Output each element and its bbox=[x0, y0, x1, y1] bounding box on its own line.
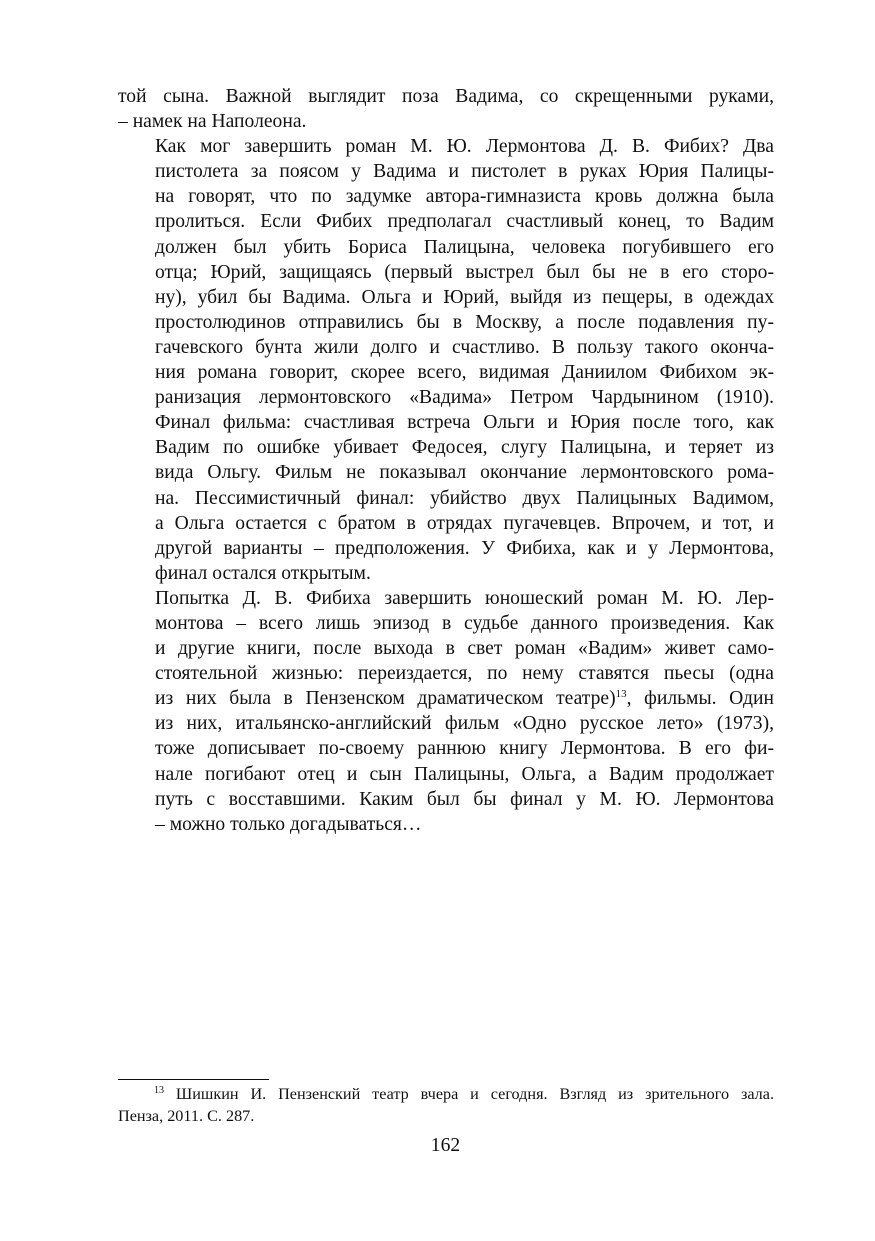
text-line: вида Ольгу. Фильм не показывал окончание лермонтовского рома- bbox=[155, 462, 774, 484]
text-line: должен был убить Бориса Палицына, человека погубившего его bbox=[155, 236, 774, 258]
text-line: ния романа говорит, скорее всего, видимая Даниилом Фибихом эк- bbox=[155, 362, 774, 384]
footnote-separator bbox=[118, 1079, 269, 1080]
text-line: Как мог завершить роман М. Ю. Лермонтова Д. В. Фибих? Два bbox=[155, 136, 774, 158]
text-line: пролиться. Если Фибих предполагал счастливый конец, то Вадим bbox=[155, 211, 774, 233]
text-line: той сына. Важной выглядит поза Вадима, со скрещенными руками, bbox=[118, 86, 774, 107]
text-segment: из них была в Пензенском драматическом театре) bbox=[155, 688, 616, 710]
paragraph bbox=[118, 134, 774, 586]
text-line: на говорят, что по задумке автора-гимназиста кровь должна была bbox=[155, 186, 774, 208]
text-line: монтова – всего лишь эпизод в судьбе данного произведения. Как bbox=[155, 612, 774, 634]
text-line: стоятельной жизнью: переиздается, по нему ставятся пьесы (одна bbox=[155, 663, 774, 685]
page-content bbox=[118, 84, 774, 837]
text-line: финал остался открытым. bbox=[155, 562, 371, 584]
text-line: ранизация лермонтовского «Вадима» Петром Чардынином (1910). bbox=[155, 387, 774, 409]
text-line: Попытка Д. В. Фибиха завершить юношеский роман М. Ю. Лер- bbox=[155, 587, 774, 609]
text-line: другой варианты – предположения. У Фибиха, как и у Лермонтова, bbox=[155, 537, 774, 559]
text-line: на. Пессимистичный финал: убийство двух Палицыных Вадимом, bbox=[155, 487, 774, 509]
footnote-line-2: Пенза, 2011. С. 287. bbox=[118, 1106, 255, 1125]
footnote-text: Шишкин И. Пензенский театр вчера и сегодня. Взгляд из зрительного зала. bbox=[175, 1085, 774, 1103]
text-line: Вадим по ошибке убивает Федосея, слугу Палицына, и теряет из bbox=[155, 437, 774, 459]
text-line: пистолета за поясом у Вадима и пистолет в руках Юрия Палицы- bbox=[155, 161, 774, 183]
text-line: из них, итальянско-английский фильм «Одно русское лето» (1973), bbox=[155, 713, 774, 735]
text-line: и другие книги, после выхода в свет роман «Вадим» живет само- bbox=[155, 638, 774, 660]
text-line bbox=[118, 686, 774, 711]
body-text bbox=[118, 84, 774, 837]
text-line: путь с восставшими. Каким был бы финал у М. Ю. Лермонтова bbox=[155, 788, 774, 810]
text-line: – намек на Наполеона. bbox=[118, 111, 307, 133]
text-line: – можно только догадываться… bbox=[155, 813, 422, 835]
text-line: тоже дописывает по-своему раннюю книгу Лермонтова. В его фи- bbox=[155, 738, 774, 760]
text-line: Финал фильма: счастливая встреча Ольги и Юрия после того, как bbox=[155, 412, 774, 434]
footnote bbox=[118, 1084, 774, 1127]
text-line: нале погибают отец и сын Палицыны, Ольга, а Вадим продолжает bbox=[155, 763, 774, 785]
footnote-marker: 13 bbox=[154, 1085, 164, 1096]
footnote-reference[interactable]: 13 bbox=[615, 688, 627, 701]
text-line: гачевского бунта жили долго и счастливо. В пользу такого оконча- bbox=[155, 336, 774, 358]
text-line: простолюдинов отправились бы в Москву, а после подавления пу- bbox=[155, 311, 774, 333]
text-line: отца; Юрий, защищаясь (первый выстрел был бы не в его сторо- bbox=[155, 261, 774, 283]
footnote-line-1 bbox=[118, 1084, 774, 1106]
paragraph bbox=[118, 586, 774, 837]
page-number: 162 bbox=[430, 1135, 461, 1156]
text-line: ну), убил бы Вадима. Ольга и Юрий, выйдя из пещеры, в одеждах bbox=[155, 286, 774, 308]
text-segment: , фильмы. Один bbox=[626, 688, 774, 710]
text-line: а Ольга остается с братом в отрядах пугачевцев. Впрочем, и тот, и bbox=[155, 512, 774, 534]
paragraph bbox=[118, 84, 774, 134]
